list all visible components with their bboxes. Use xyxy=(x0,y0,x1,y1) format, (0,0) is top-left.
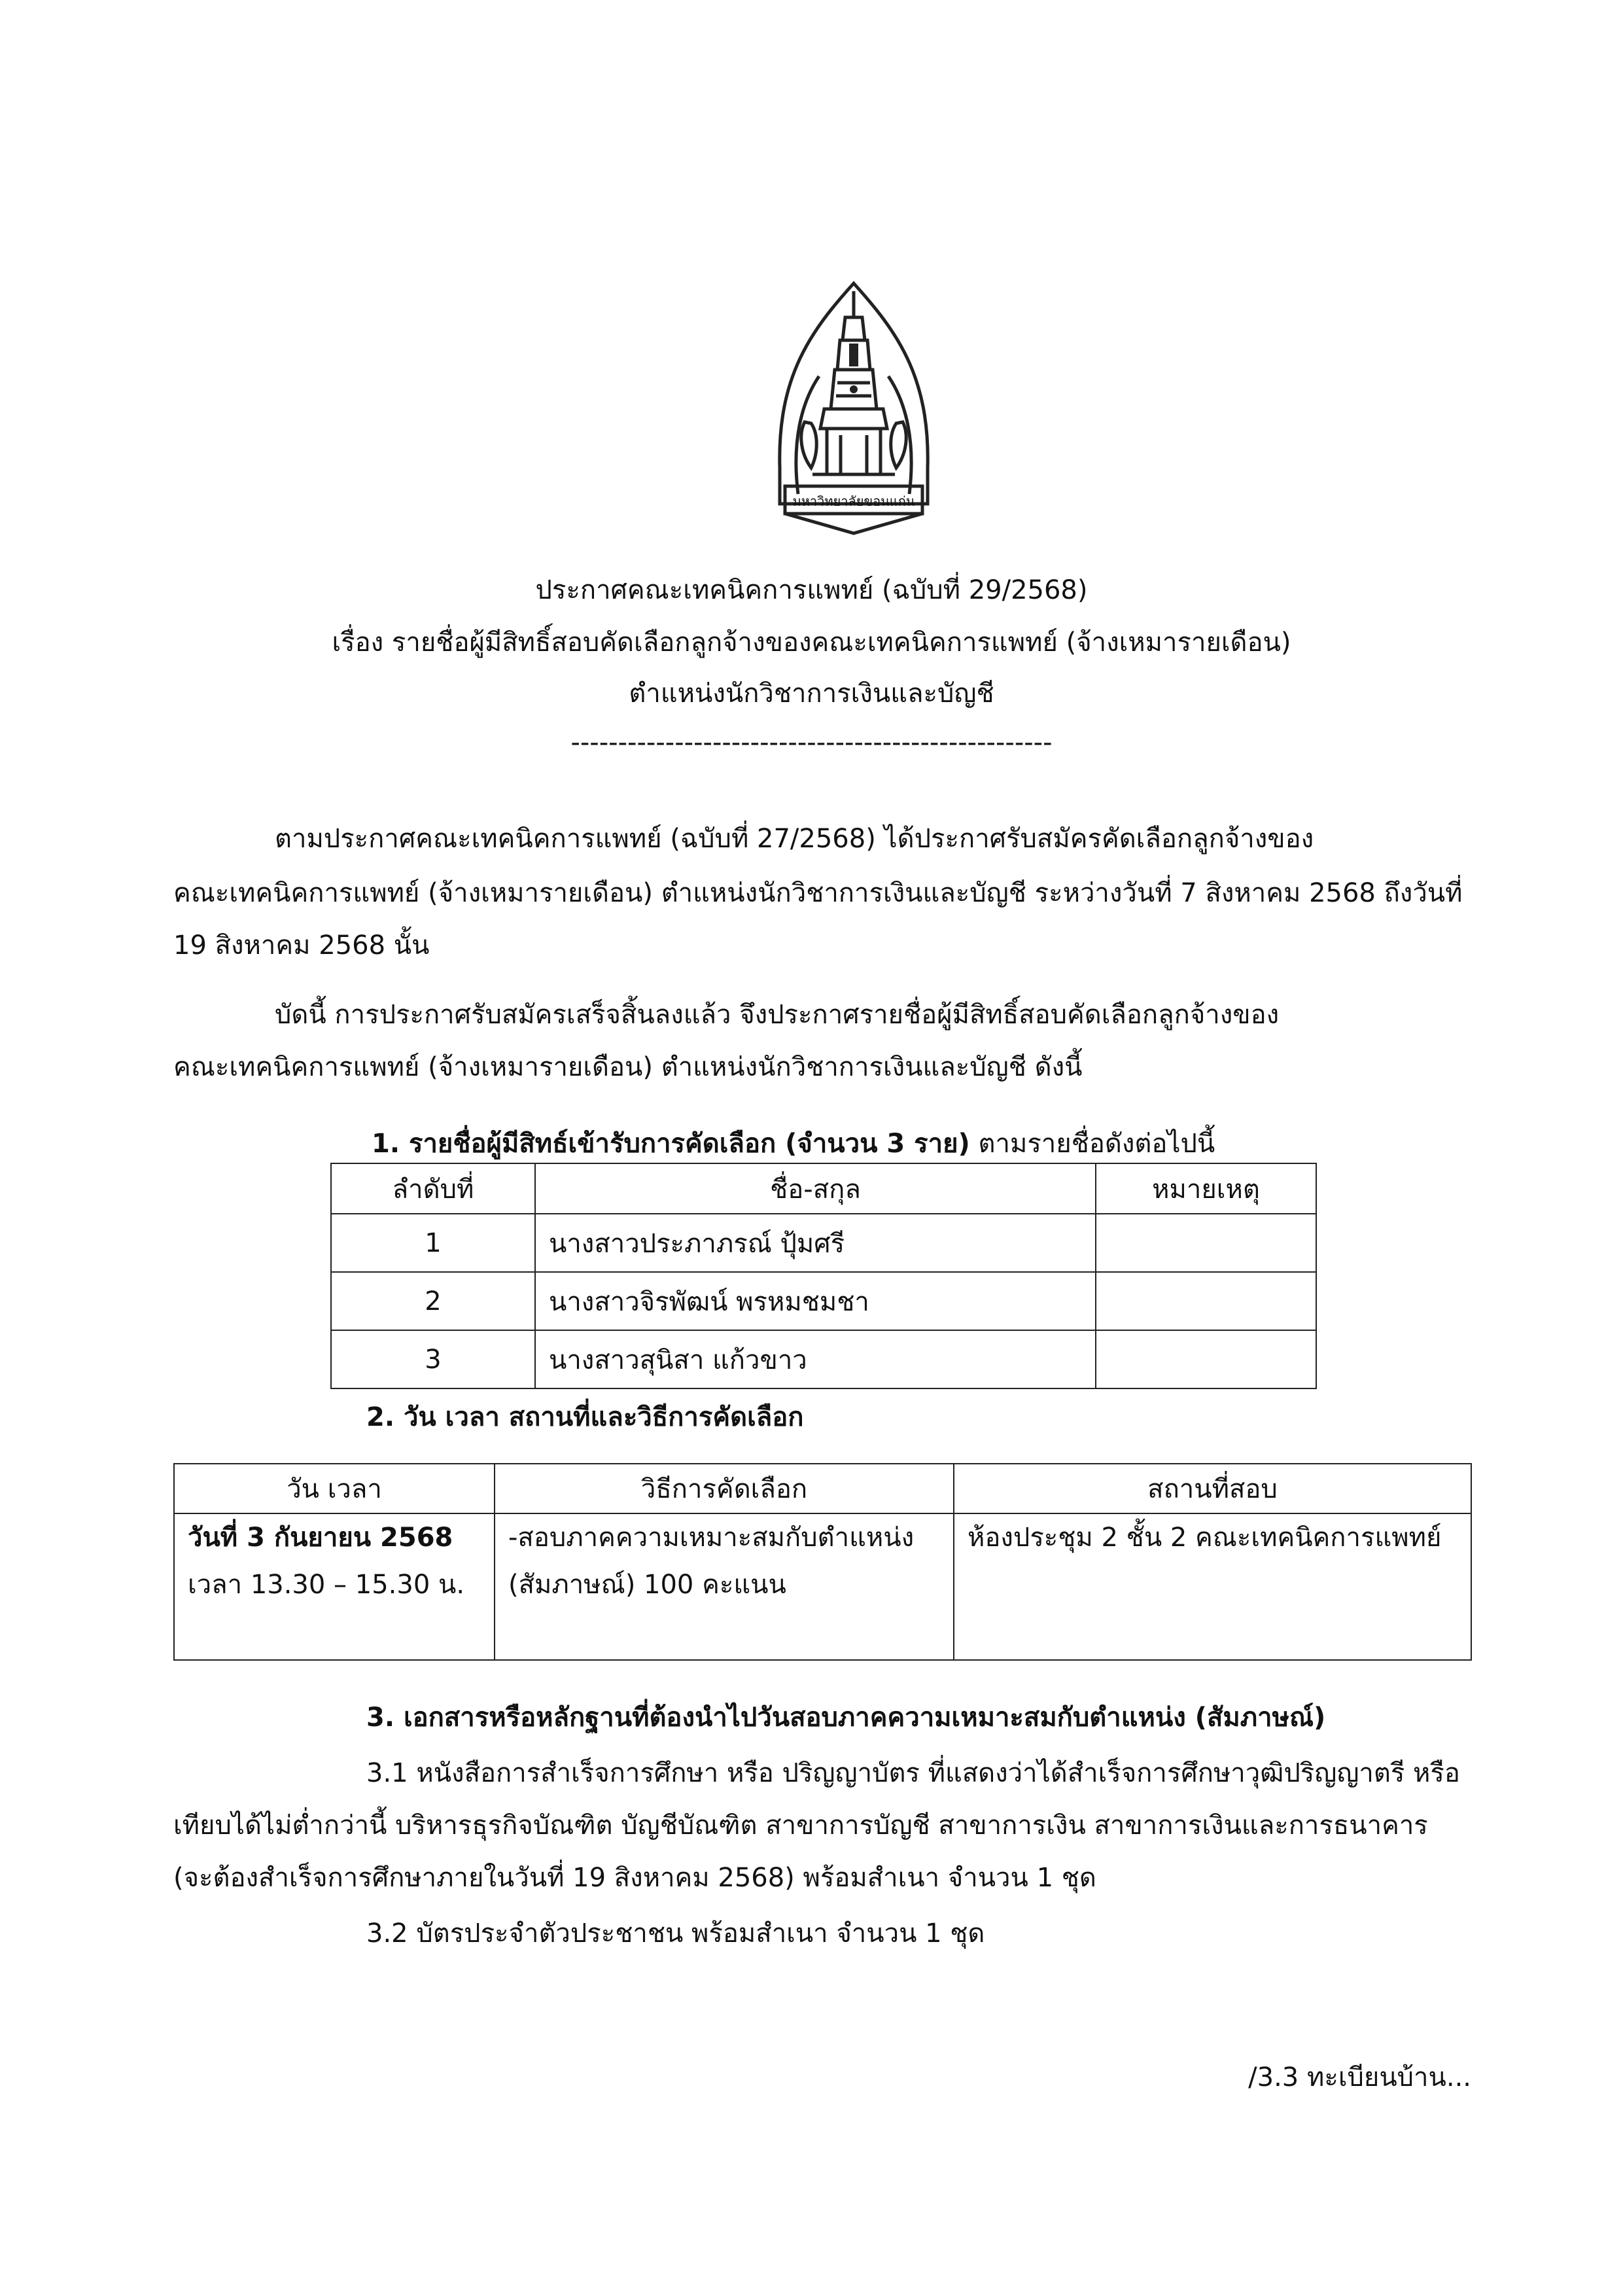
section1-heading-rest: ตามรายชื่อดังต่อไปนี้ xyxy=(969,1129,1215,1159)
section3-item1-line2: เทียบได้ไม่ต่ำกว่านี้ บริหารธุรกิจบัณฑิต บัญชีบัณฑิต สาขาการบัญชี สาขาการเงิน สาขาการเงินและการธนาคาร xyxy=(173,1810,1428,1841)
col-header-order: ลำดับที่ xyxy=(331,1163,535,1214)
cell-order: 2 xyxy=(331,1272,535,1330)
section3-item1-line3: (จะต้องสำเร็จการศึกษาภายในวันที่ 19 สิงหาคม 2568) พร้อมสำเนา จำนวน 1 ชุด xyxy=(173,1863,1096,1893)
section1-heading xyxy=(372,1124,1215,1163)
col-header-datetime: วัน เวลา xyxy=(174,1464,495,1513)
intro-p2-line1: บัดนี้ การประกาศรับสมัครเสร็จสิ้นลงแล้ว จึงประกาศรายชื่อผู้มีสิทธิ์สอบคัดเลือกลูกจ้างของ xyxy=(275,1000,1280,1030)
cell-name: นางสาวสุนิสา แก้วขาว xyxy=(535,1330,1096,1388)
cell-order: 1 xyxy=(331,1214,535,1272)
col-header-note: หมายเหตุ xyxy=(1096,1163,1316,1214)
exam-venue: ห้องประชุม 2 ชั้น 2 คณะเทคนิคการแพทย์ xyxy=(968,1523,1442,1553)
section3-item2: 3.2 บัตรประจำตัวประชาชน พร้อมสำเนา จำนวน 1 ชุด xyxy=(366,1918,985,1949)
cell-note xyxy=(1096,1272,1316,1330)
cell-name: นางสาวประภาภรณ์ ปุ้มศรี xyxy=(535,1214,1096,1272)
seal-caption: มหาวิทยาลัยขอนแก่น xyxy=(792,493,915,509)
col-header-venue: สถานที่สอบ xyxy=(954,1464,1471,1513)
cell-method xyxy=(495,1513,954,1660)
cell-note xyxy=(1096,1214,1316,1272)
section3-heading: 3. เอกสารหรือหลักฐานที่ต้องนำไปวันสอบภาคความเหมาะสมกับตำแหน่ง (สัมภาษณ์) xyxy=(366,1703,1326,1733)
method-line2: (สัมภาษณ์) 100 คะแนน xyxy=(508,1570,786,1600)
intro-p1-line1: ตามประกาศคณะเทคนิคการแพทย์ (ฉบับที่ 27/2568) ได้ประกาศรับสมัครคัดเลือกลูกจ้างของ xyxy=(275,824,1314,854)
schedule-table-header xyxy=(174,1464,1471,1513)
cell-datetime xyxy=(174,1513,495,1660)
university-seal-icon xyxy=(772,278,935,537)
table-row xyxy=(174,1513,1471,1660)
section3-item1-line1: 3.1 หนังสือการสำเร็จการศึกษา หรือ ปริญญาบัตร ที่แสดงว่าได้สำเร็จการศึกษาวุฒิปริญญาตรี หรือ xyxy=(366,1758,1460,1788)
cell-order: 3 xyxy=(331,1330,535,1388)
announcement-position: ตำแหน่งนักวิชาการเงินและบัญชี xyxy=(629,679,994,709)
table-row xyxy=(331,1330,1316,1388)
announcement-title: ประกาศคณะเทคนิคการแพทย์ (ฉบับที่ 29/2568) xyxy=(535,575,1088,605)
page-continuation: /3.3 ทะเบียนบ้าน... xyxy=(1248,2062,1471,2093)
col-header-method: วิธีการคัดเลือก xyxy=(495,1464,954,1513)
table-row xyxy=(331,1272,1316,1330)
candidates-table xyxy=(330,1163,1317,1389)
candidates-table-header xyxy=(331,1163,1316,1214)
col-header-name: ชื่อ-สกุล xyxy=(535,1163,1096,1214)
exam-date: วันที่ 3 กันยายน 2568 xyxy=(188,1523,453,1553)
section1-heading-bold: 1. รายชื่อผู้มีสิทธ์เข้ารับการคัดเลือก (จำนวน 3 ราย) xyxy=(372,1129,970,1159)
cell-venue xyxy=(954,1513,1471,1660)
intro-p2-line2: คณะเทคนิคการแพทย์ (จ้างเหมารายเดือน) ตำแหน่งนักวิชาการเงินและบัญชี ดังนี้ xyxy=(173,1052,1083,1082)
section2-heading: 2. วัน เวลา สถานที่และวิธีการคัดเลือก xyxy=(366,1402,804,1432)
intro-p1-line2: คณะเทคนิคการแพทย์ (จ้างเหมารายเดือน) ตำแหน่งนักวิชาการเงินและบัญชี ระหว่างวันที่ 7 สิงหาคม 2568 ถึงวันที่ xyxy=(173,878,1463,908)
announcement-subject: เรื่อง รายชื่อผู้มีสิทธิ์สอบคัดเลือกลูกจ้างของคณะเทคนิคการแพทย์ (จ้างเหมารายเดือน) xyxy=(332,627,1291,658)
method-line1: -สอบภาคความเหมาะสมกับตำแหน่ง xyxy=(508,1523,915,1553)
intro-p1-line3: 19 สิงหาคม 2568 นั้น xyxy=(173,930,430,961)
cell-note xyxy=(1096,1330,1316,1388)
cell-name: นางสาวจิรพัฒน์ พรหมชมชา xyxy=(535,1272,1096,1330)
header-divider: --------------------------------------------------- xyxy=(570,728,1053,758)
exam-time: เวลา 13.30 – 15.30 น. xyxy=(188,1570,465,1600)
table-row xyxy=(331,1214,1316,1272)
schedule-table xyxy=(173,1463,1472,1661)
